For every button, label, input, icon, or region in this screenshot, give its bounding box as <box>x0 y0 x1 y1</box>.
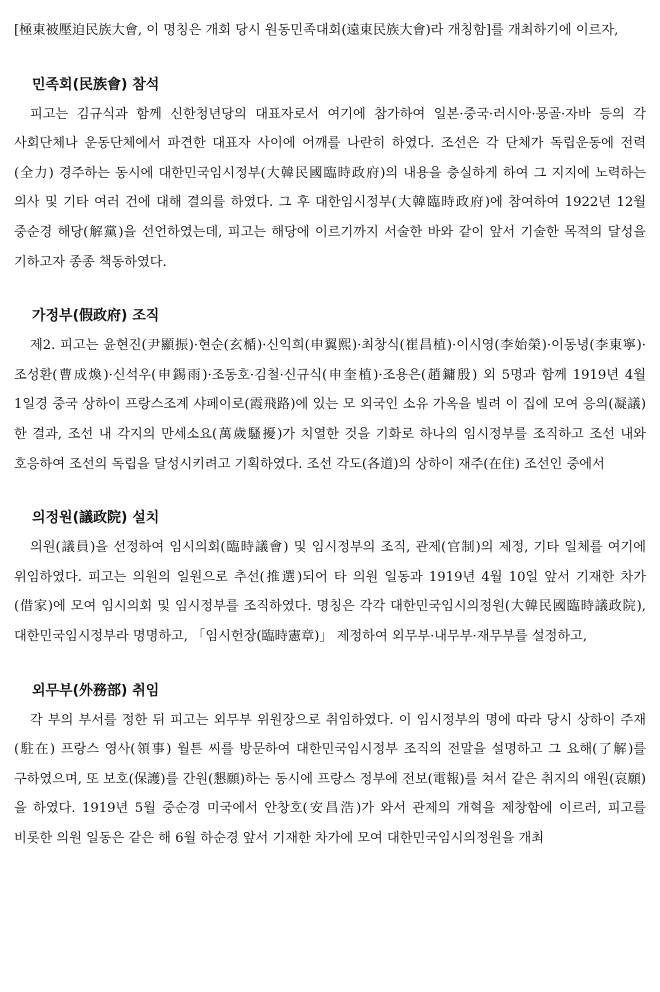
section-gajeongbu <box>14 305 646 479</box>
section-paragraph: 피고는 김규식과 함께 신한청년당의 대표자로서 여기에 참가하여 일본·중국·러시아·몽골·자바 등의 각 사회단체나 운동단체에서 파견한 대표자 사이에 어깨를 나란히 하였다. 조선은 각 단체가 독립운동에 전력(全力) 경주하는 동시에 대한민국임시정부(大韓民國臨時政府)의 내용을 충실하게 하여 그 지지에 노력하는 의사 및 기타 여러 건에 대해 결의를 하였다. 그 후 대한임시정부(大韓臨時政府)에 참여하여 1922년 12월 중순경 해당(解黨)을 선언하였는데, 피고는 해당에 이르기까지 서술한 바와 같이 앞서 기술한 목적의 달성을 기하고자 종종 책동하였다. <box>14 106 646 270</box>
section-heading: 의정원(議政院) 설치 <box>32 510 160 527</box>
section-uijeongwon <box>14 507 646 651</box>
section-heading: 민족회(民族會) 참석 <box>32 76 160 93</box>
section-heading: 외무부(外務部) 취임 <box>32 682 160 699</box>
section-oemubu <box>14 680 646 854</box>
section-minjokhoe <box>14 74 646 278</box>
intro-paragraph: [極東被壓迫民族大會, 이 명칭은 개회 당시 원동민족대회(遠東民族大會)라 개칭함]를 개최하기에 이르자, <box>14 23 619 38</box>
section-paragraph: 의원(議員)을 선정하여 임시의회(臨時議會) 및 임시정부의 조직, 관제(官制)의 제정, 기타 일체를 여기에 위임하였다. 피고는 의원의 일원으로 추선(推選)되어 타 의원 일동과 1919년 4월 10일 앞서 기재한 차가(借家)에 모여 임시의회 및 임시정부를 조직하였다. 명칭은 각각 대한민국임시의정원(大韓民國臨時議政院), 대한민국임시정부라 명명하고, 「임시헌장(臨時憲章)」 제정하여 외무부·내무부·재무부를 설정하고, <box>14 540 646 644</box>
section-heading: 가정부(假政府) 조직 <box>32 308 160 325</box>
section-paragraph: 각 부의 부서를 정한 뒤 피고는 외무부 위원장으로 취임하였다. 이 임시정부의 명에 따라 당시 상하이 주재(駐在) 프랑스 영사(領事) 월튼 씨를 방문하여 대한민국임시정부 조직의 전말을 설명하고 그 요해(了解)를 구하였으며, 또 보호(保護)를 간원(懇願)하는 동시에 프랑스 정부에 전보(電報)를 쳐서 같은 취지의 애원(哀願)을 하였다. 1919년 5월 중순경 미국에서 안창호(安昌浩)가 와서 관제의 개혁을 제창함에 이르러, 피고를 비롯한 의원 일동은 같은 해 6월 하순경 앞서 기재한 차가에 모여 대한민국임시의정원을 개최 <box>14 712 646 846</box>
section-paragraph: 제2. 피고는 윤현진(尹顯振)·현순(玄楯)·신익희(申翼熙)·최창식(崔昌植)·이시영(李始榮)·이동녕(李東寧)·조성환(曹成煥)·신석우(申錫雨)·조동호·김철·신규식(申奎植)·조용은(趙鏞殷) 외 5명과 함께 1919년 4월 1일경 중국 상하이 프랑스조계 샤페이로(霞飛路)에 있는 모 외국인 소유 가옥을 빌려 이 집에 모여 응의(凝議)한 결과, 조선 내 각지의 만세소요(萬歲騷擾)가 치열한 것을 기화로 하나의 임시정부를 조직하고 조선 내와 호응하여 조선의 독립을 달성시키려고 기획하였다. 조선 각도(各道)의 상하이 재주(在住) 조선인 중에서 <box>14 338 646 472</box>
